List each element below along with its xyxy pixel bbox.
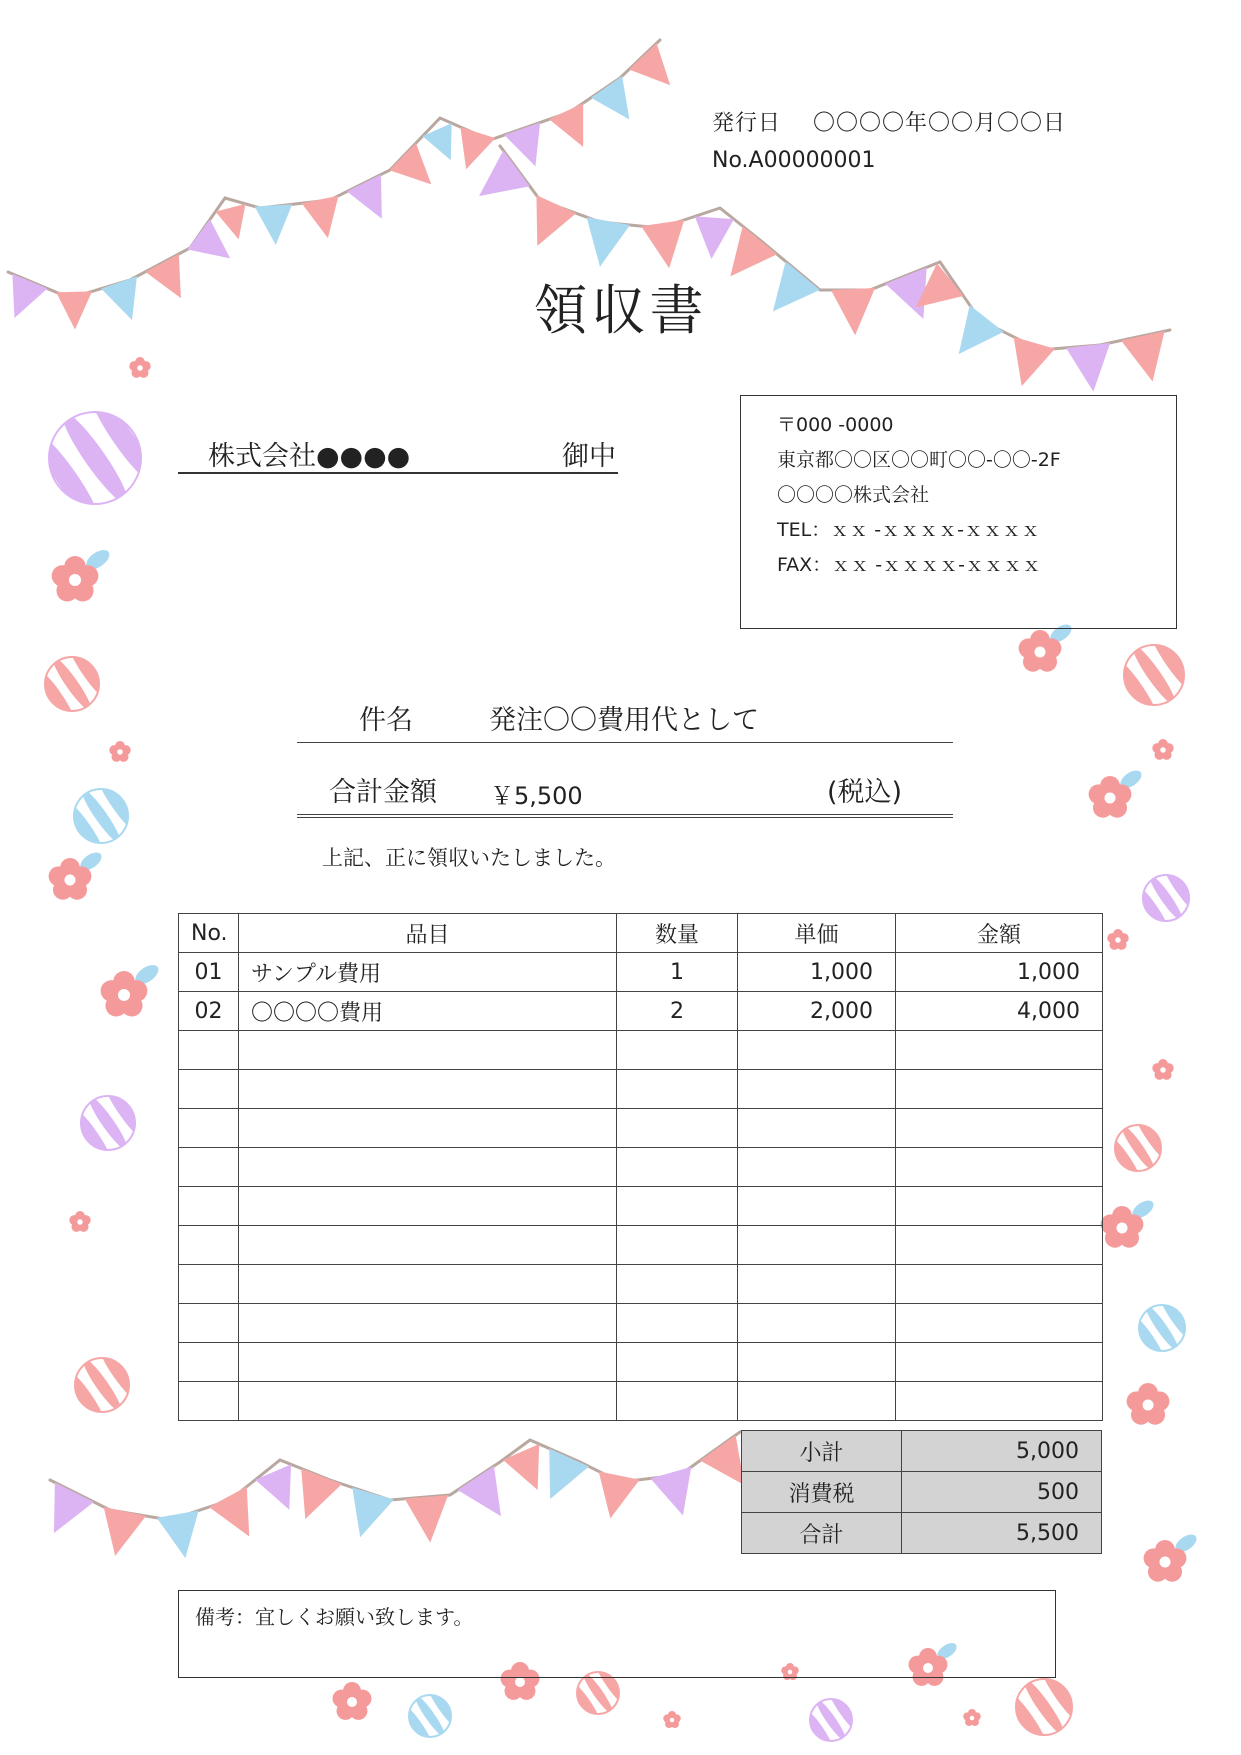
paper-balloon-icon <box>1090 1103 1186 1194</box>
paper-balloon-icon <box>15 631 128 737</box>
paper-balloon-icon <box>44 763 157 869</box>
bunting-flag <box>389 143 431 184</box>
issuer-postal: 〒000 -0000 <box>777 414 894 436</box>
table-row-empty <box>179 1265 1103 1304</box>
subtotal-label: 小計 <box>742 1431 902 1472</box>
empty-cell <box>738 1070 896 1109</box>
issue-date: 発行日 〇〇〇〇年〇〇月〇〇日 <box>712 111 1067 136</box>
table-row-empty <box>179 1226 1103 1265</box>
empty-cell <box>239 1382 617 1421</box>
subject-value: 発注〇〇費用代として <box>489 705 759 736</box>
empty-cell <box>896 1343 1103 1382</box>
bunting-flag <box>504 122 540 166</box>
empty-cell <box>896 1382 1103 1421</box>
flower-icon <box>1152 1059 1173 1080</box>
tax-value: 500 <box>902 1472 1102 1513</box>
flower-icon <box>1127 1383 1170 1425</box>
addressee-line <box>178 432 618 474</box>
issuer-company: 〇〇〇〇株式会社 <box>777 484 930 506</box>
flower-icon <box>1152 739 1173 760</box>
empty-cell <box>738 1304 896 1343</box>
cell-item: 〇〇〇〇費用 <box>239 992 617 1031</box>
bunting-flag <box>587 217 630 267</box>
bunting-flag <box>458 1466 501 1516</box>
flower-icon <box>69 1211 90 1232</box>
addressee-name: 株式会社●●●● <box>208 441 411 472</box>
flower-icon <box>663 1711 681 1728</box>
bunting-flag <box>302 196 339 238</box>
cell-item: サンプル費用 <box>239 953 617 992</box>
empty-cell <box>179 1382 239 1421</box>
empty-cell <box>179 1226 239 1265</box>
table-row-empty <box>179 1031 1103 1070</box>
flower-icon <box>129 357 150 378</box>
empty-cell <box>896 1265 1103 1304</box>
empty-cell <box>617 1265 738 1304</box>
flower-icon <box>49 849 105 900</box>
empty-cell <box>738 1148 896 1187</box>
issue-date-value: 〇〇〇〇年〇〇月〇〇日 <box>813 111 1067 136</box>
empty-cell <box>239 1187 617 1226</box>
bunting-flag <box>599 1471 640 1518</box>
header-item: 品目 <box>239 914 617 953</box>
header-no: No. <box>179 914 239 953</box>
empty-cell <box>239 1070 617 1109</box>
remarks-box: 備考：宜しくお願い致します。 <box>178 1590 1056 1678</box>
paper-balloon-icon <box>51 1070 164 1176</box>
bunting-flag <box>536 195 576 246</box>
empty-cell <box>239 1265 617 1304</box>
empty-cell <box>617 1304 738 1343</box>
empty-cell <box>896 1304 1103 1343</box>
empty-cell <box>179 1109 239 1148</box>
empty-cell <box>896 1187 1103 1226</box>
table-row <box>179 992 1103 1031</box>
header-unit-price: 単価 <box>738 914 896 953</box>
empty-cell <box>179 1070 239 1109</box>
paper-balloon-icon <box>787 1679 875 1755</box>
empty-cell <box>179 1031 239 1070</box>
bunting-flag <box>549 1448 589 1499</box>
empty-cell <box>617 1343 738 1382</box>
bunting-flag <box>209 1487 249 1537</box>
bunting-flag <box>352 1487 394 1537</box>
issuer-fax: FAX：ｘｘ -ｘｘｘｘ-ｘｘｘｘ <box>777 554 1041 576</box>
cell-quantity: 2 <box>617 992 738 1031</box>
cell-unit-price: 1,000 <box>738 953 896 992</box>
bunting-flag <box>460 127 495 169</box>
empty-cell <box>617 1109 738 1148</box>
flower-icon <box>101 961 162 1016</box>
cell-quantity: 1 <box>617 953 738 992</box>
flower-icon <box>109 741 130 762</box>
flower-icon <box>52 546 113 601</box>
empty-cell <box>179 1265 239 1304</box>
flower-icon <box>333 1682 372 1720</box>
bunting-flag <box>503 1444 539 1490</box>
empty-cell <box>738 1109 896 1148</box>
issuer-tel: TEL：ｘｘ -ｘｘｘｘ-ｘｘｘｘ <box>777 519 1040 541</box>
tax-included-note: (税込) <box>827 777 903 808</box>
addressee-suffix: 御中 <box>562 441 616 472</box>
empty-cell <box>617 1382 738 1421</box>
empty-cell <box>239 1031 617 1070</box>
issuer-address: 東京都〇〇区〇〇町〇〇-〇〇-2F <box>777 449 1061 471</box>
empty-cell <box>896 1109 1103 1148</box>
empty-cell <box>239 1226 617 1265</box>
subject-line <box>297 696 953 743</box>
table-row-empty <box>179 1382 1103 1421</box>
bunting-flag <box>54 1482 94 1533</box>
empty-cell <box>179 1304 239 1343</box>
empty-cell <box>738 1265 896 1304</box>
empty-cell <box>239 1304 617 1343</box>
flower-icon <box>1107 929 1128 950</box>
bunting-flag <box>479 150 530 196</box>
bunting-flag <box>347 175 382 219</box>
bunting-flag <box>255 1464 291 1509</box>
summary-row-subtotal <box>742 1431 1102 1472</box>
issuer-box <box>740 395 1177 629</box>
empty-cell <box>896 1070 1103 1109</box>
bunting-flag <box>215 204 245 239</box>
bunting-flag <box>629 43 670 85</box>
total-amount: ￥5,500 <box>490 782 583 810</box>
summary-row-total <box>742 1513 1102 1554</box>
bunting-flag <box>104 1507 146 1556</box>
table-row-empty <box>179 1343 1103 1382</box>
bunting-flag <box>157 1510 199 1558</box>
bunting-flag <box>700 1435 744 1485</box>
bunting-flag <box>641 220 684 268</box>
empty-cell <box>239 1109 617 1148</box>
empty-cell <box>179 1148 239 1187</box>
empty-cell <box>617 1148 738 1187</box>
bunting-flag <box>187 219 230 258</box>
empty-cell <box>896 1148 1103 1187</box>
total-amount-line <box>297 768 953 818</box>
grand-total-label: 合計 <box>742 1513 902 1554</box>
table-row-empty <box>179 1187 1103 1226</box>
table-row-empty <box>179 1148 1103 1187</box>
empty-cell <box>617 1070 738 1109</box>
bunting-flag <box>405 1495 448 1542</box>
empty-cell <box>738 1382 896 1421</box>
grand-total-value: 5,500 <box>902 1513 1102 1554</box>
flower-icon <box>1089 767 1145 818</box>
receipt-number: No.A00000001 <box>712 148 876 173</box>
empty-cell <box>738 1226 896 1265</box>
flower-icon <box>1144 1531 1200 1582</box>
bunting-flag <box>1066 343 1110 392</box>
total-label: 合計金額 <box>329 777 437 808</box>
items-table <box>178 913 1103 1421</box>
bunting-flag <box>423 123 452 160</box>
paper-balloon-icon <box>1114 1283 1210 1374</box>
empty-cell <box>617 1187 738 1226</box>
header-quantity: 数量 <box>617 914 738 953</box>
subtotal-value: 5,000 <box>902 1431 1102 1472</box>
bunting-flag <box>695 216 734 259</box>
empty-cell <box>239 1148 617 1187</box>
tax-label: 消費税 <box>742 1472 902 1513</box>
cell-no: 02 <box>179 992 239 1031</box>
paper-balloon-icon <box>0 367 191 548</box>
bunting-flag <box>549 103 583 147</box>
empty-cell <box>738 1187 896 1226</box>
table-row-empty <box>179 1304 1103 1343</box>
cell-amount: 1,000 <box>896 953 1103 992</box>
table-row-empty <box>179 1109 1103 1148</box>
flower-icon <box>1101 1197 1157 1248</box>
table-row-empty <box>179 1070 1103 1109</box>
paper-balloon-icon <box>1118 853 1214 944</box>
paper-balloon-icon <box>386 1675 474 1755</box>
paper-balloon-icon <box>45 1332 158 1438</box>
flower-icon <box>963 1709 981 1726</box>
received-statement: 上記、正に領収いたしました。 <box>322 846 616 870</box>
bunting-flag <box>255 204 293 245</box>
cell-no: 01 <box>179 953 239 992</box>
bunting-flag <box>301 1468 342 1519</box>
summary-table <box>741 1430 1102 1554</box>
empty-cell <box>617 1226 738 1265</box>
bunting-flag <box>591 76 629 120</box>
bunting-flag <box>650 1467 691 1516</box>
empty-cell <box>179 1343 239 1382</box>
cell-unit-price: 2,000 <box>738 992 896 1031</box>
summary-row-tax <box>742 1472 1102 1513</box>
paper-balloon-icon <box>1091 616 1217 734</box>
empty-cell <box>617 1031 738 1070</box>
empty-cell <box>738 1343 896 1382</box>
empty-cell <box>179 1187 239 1226</box>
document-title: 領収書 <box>533 279 708 342</box>
empty-cell <box>239 1343 617 1382</box>
cell-amount: 4,000 <box>896 992 1103 1031</box>
empty-cell <box>896 1226 1103 1265</box>
empty-cell <box>738 1031 896 1070</box>
table-header-row <box>179 914 1103 953</box>
empty-cell <box>896 1031 1103 1070</box>
header-amount: 金額 <box>896 914 1103 953</box>
subject-label: 件名 <box>359 705 413 736</box>
table-row <box>179 953 1103 992</box>
